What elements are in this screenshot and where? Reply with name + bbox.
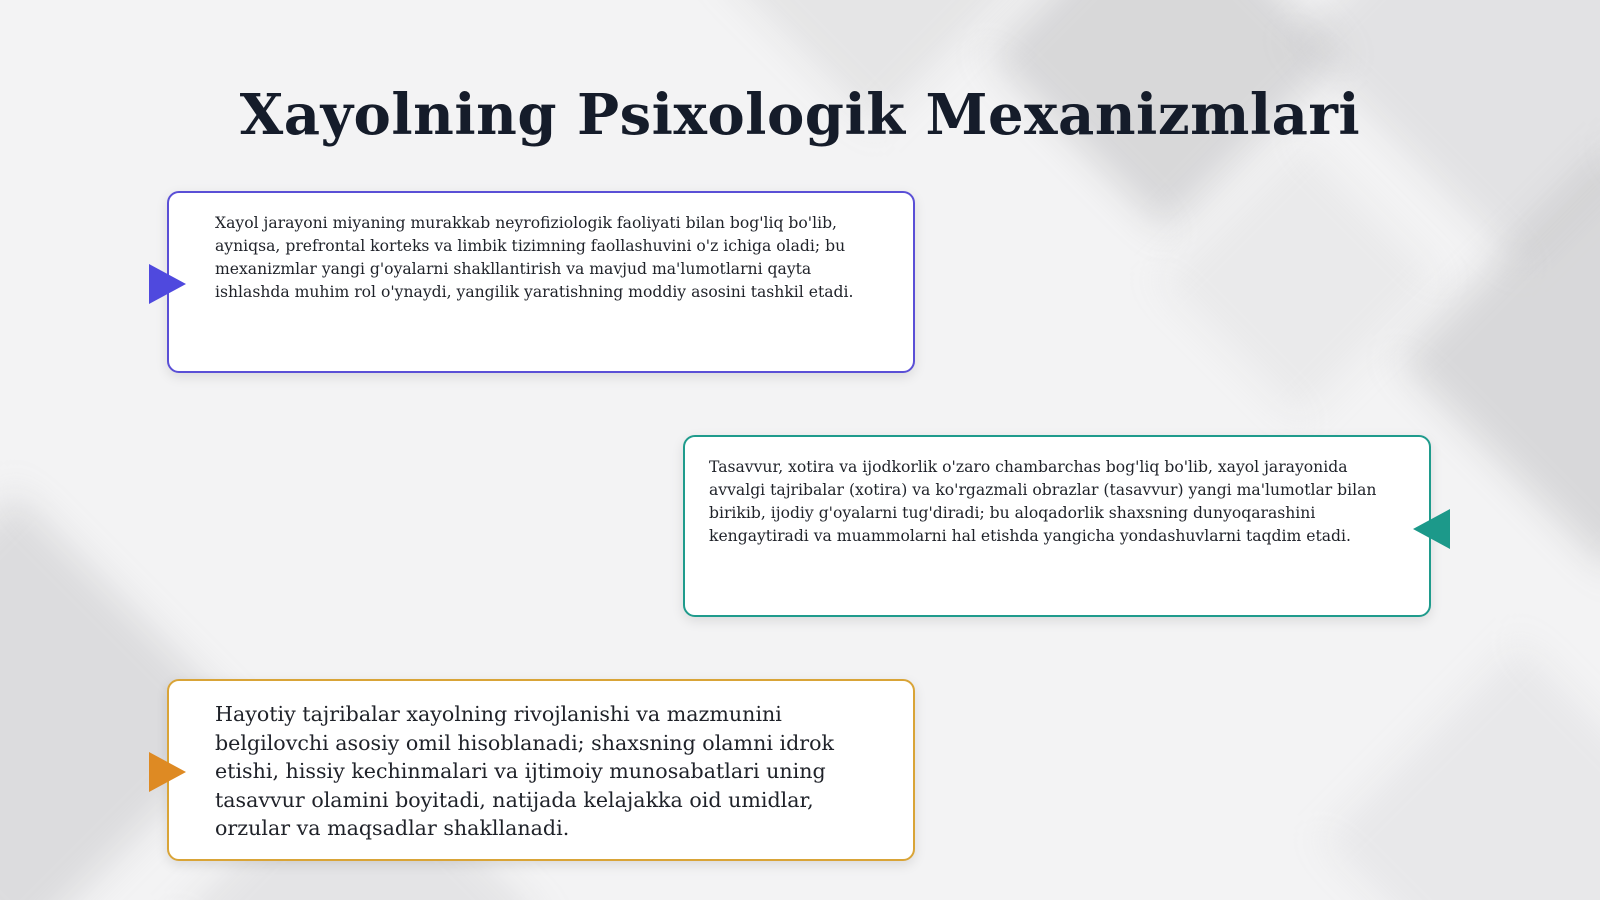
card-text: Xayol jarayoni miyaning murakkab neyrofiziologik faoliyati bilan bog'liq bo'lib, ayniqsa, prefrontal korteks va limbik tizimning faollashuvini o'z ichiga oladi; bu mexanizmlar yangi g'oyalarni shakllantirish va mavjud ma'lumotlarni qayta ishlashda muhim rol o'ynaydi, yangilik yaratishning moddiy asosini tashkil etadi.	[215, 214, 854, 301]
page-title: Xayolning Psixologik Mexanizmlari	[239, 81, 1361, 148]
background-shape	[1322, 642, 1600, 900]
triangle-pointer-icon	[149, 264, 186, 304]
card-text: Hayotiy tajribalar xayolning rivojlanishi va mazmunini belgilovchi asosiy omil hisoblanadi; shaxsning olamni idrok etishi, hissiy kechinmalari va ijtimoiy munosabatlari uning tasavvur olamini boyitadi, natijada kelajakka oid umidlar, orzular va maqsadlar shakllanadi.	[215, 702, 834, 841]
triangle-pointer-icon	[1413, 509, 1450, 549]
info-card	[167, 191, 915, 373]
info-card	[167, 679, 915, 861]
info-card	[683, 435, 1431, 617]
triangle-pointer-icon	[149, 752, 186, 792]
card-text: Tasavvur, xotira va ijodkorlik o'zaro chambarchas bog'liq bo'lib, xayol jarayonida avvalgi tajribalar (xotira) va ko'rgazmali obrazlar (tasavvur) yangi ma'lumotlar bilan birikib, ijodiy g'oyalarni tug'diradi; bu aloqadorlik shaxsning dunyoqarashini kengaytiradi va muammolarni hal etishda yangicha yondashuvlarni taqdim etadi.	[709, 458, 1377, 545]
